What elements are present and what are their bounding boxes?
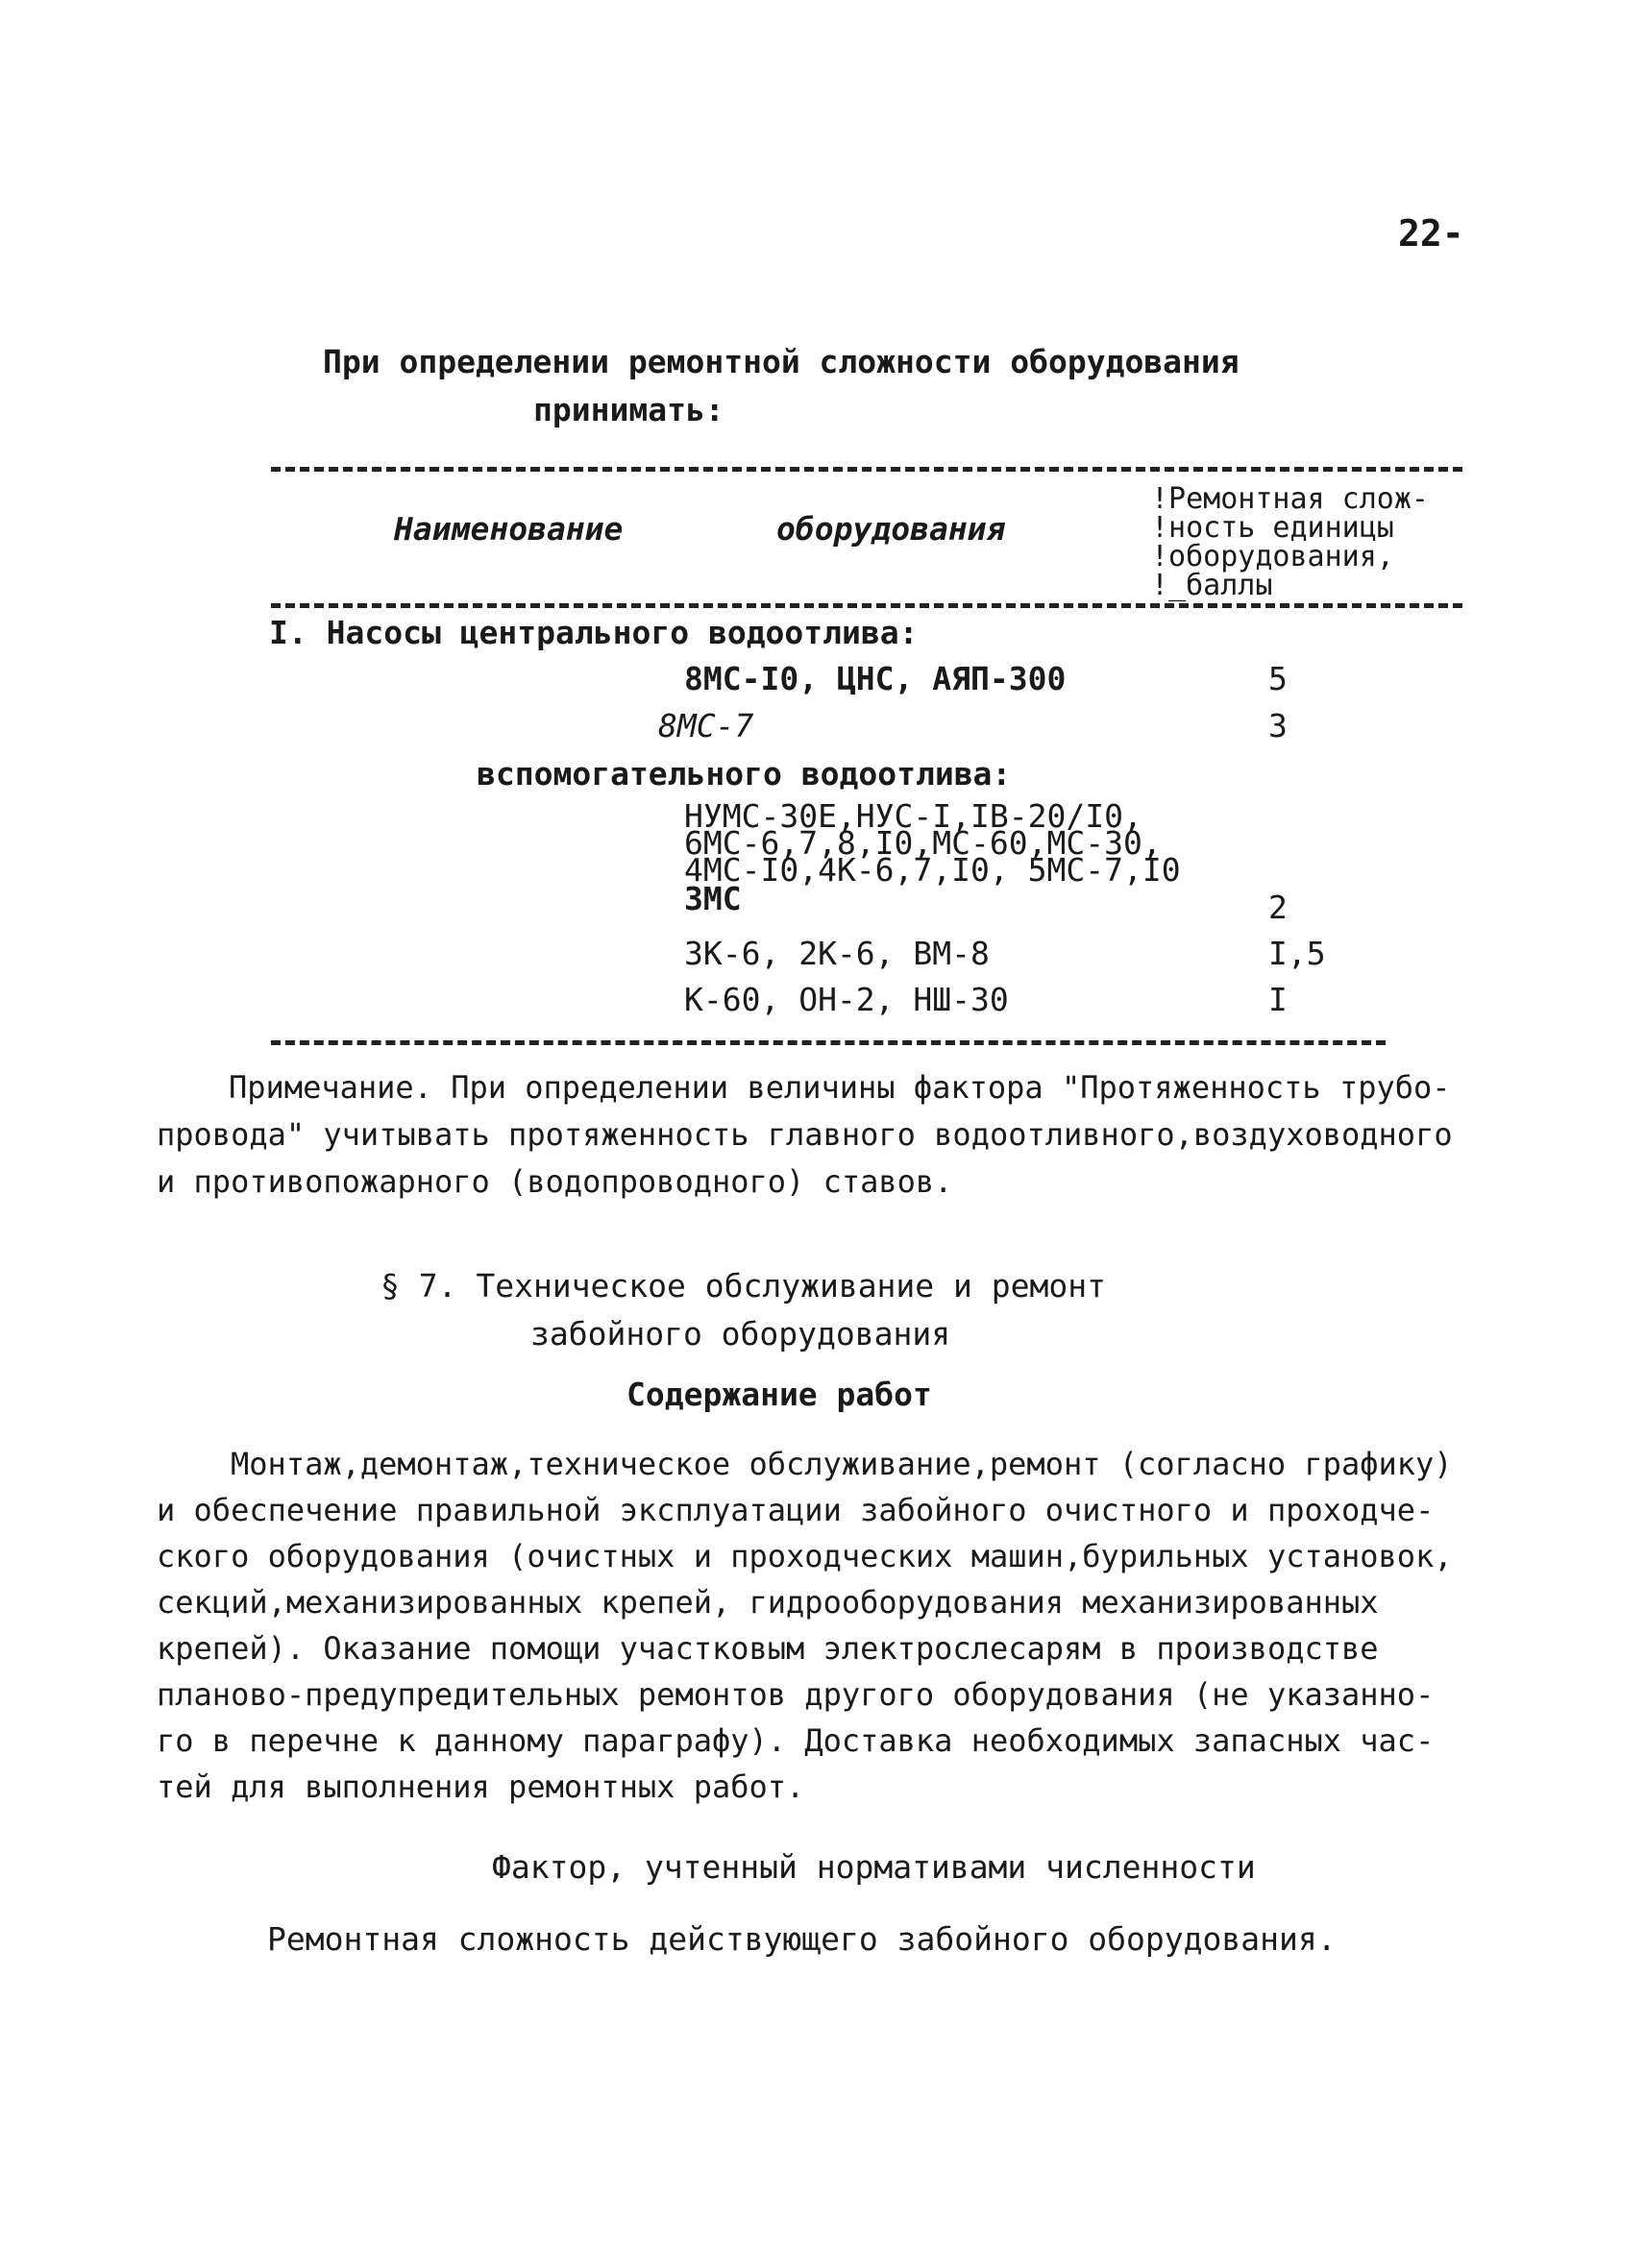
header-col-complexity-4: !_баллы bbox=[1151, 569, 1273, 602]
aux-group-value: 2 bbox=[1268, 889, 1288, 926]
table-header-rule bbox=[271, 603, 1462, 608]
aux-group-line-1: НУМС-30Е,НУС-I,IВ-20/I0, bbox=[684, 797, 1142, 835]
body-line-2: и обеспечение правильной эксплуатации забойного очистного и проходче- bbox=[157, 1492, 1435, 1528]
factor-heading: Фактор, учтенный нормативами численности bbox=[492, 1848, 1256, 1886]
aux-group-line-3: 4МС-I0,4К-6,7,I0, 5МС-7,I0 bbox=[684, 851, 1181, 889]
row-aux-1-name: 3К-6, 2К-6, ВМ-8 bbox=[684, 935, 990, 972]
note-line-1: Примечание. При определении величины фактора "Протяженность трубо- bbox=[229, 1069, 1451, 1106]
body-line-1: Монтаж,демонтаж,техническое обслуживание,ремонт (согласно графику) bbox=[231, 1446, 1453, 1482]
aux-group-line-2: 6МС-6,7,8,I0,МС-60,МС-30, bbox=[684, 824, 1162, 862]
table-bottom-rule bbox=[271, 1040, 1386, 1045]
row-aux-1-value: I,5 bbox=[1268, 935, 1326, 972]
body-line-5: крепей). Оказание помощи участковым электрослесарям в производстве bbox=[157, 1630, 1379, 1667]
section-pumps-aux: вспомогательного водоотлива: bbox=[477, 755, 1012, 793]
section7-title-2: забойного оборудования bbox=[530, 1315, 951, 1353]
factor-text: Ремонтная сложность действующего забойного оборудования. bbox=[267, 1920, 1337, 1958]
body-line-8: тей для выполнения ремонтных работ. bbox=[157, 1768, 805, 1805]
header-col-complexity-3: !оборудования, bbox=[1151, 540, 1394, 573]
section-pumps-central: I. Насосы центрального водоотлива: bbox=[269, 614, 919, 651]
row-aux-2-value: I bbox=[1268, 981, 1288, 1018]
section7-title-1: § 7. Техническое обслуживание и ремонт bbox=[381, 1267, 1106, 1305]
intro-line-2: принимать: bbox=[533, 391, 724, 428]
body-line-6: планово-предупредительных ремонтов другого оборудования (не указанно- bbox=[157, 1676, 1435, 1713]
page-number: 22- bbox=[1398, 212, 1464, 255]
row-central-1-name: 8МС-I0, ЦНС, АЯП-300 bbox=[684, 660, 1067, 697]
intro-line-1: При определении ремонтной сложности оборудования bbox=[323, 343, 1240, 380]
aux-group-line-4: 3МС bbox=[684, 880, 742, 917]
row-central-2-name: 8МС-7 bbox=[658, 707, 754, 744]
table-top-rule bbox=[271, 467, 1462, 472]
body-line-7: го в перечне к данному параграфу). Доставка необходимых запасных час- bbox=[157, 1722, 1435, 1759]
header-col-name-a: Наименование bbox=[394, 510, 624, 548]
body-line-3: ского оборудования (очистных и проходческих машин,бурильных установок, bbox=[157, 1538, 1453, 1574]
body-line-4: секций,механизированных крепей, гидрооборудования механизированных bbox=[157, 1584, 1379, 1621]
note-line-2: провода" учитывать протяженность главного водоотливного,воздуховодного bbox=[157, 1116, 1453, 1153]
header-col-complexity-1: !Ремонтная слож- bbox=[1151, 482, 1429, 516]
note-line-3: и противопожарного (водопроводного) ставов. bbox=[157, 1163, 953, 1200]
row-aux-2-name: К-60, ОН-2, НШ-30 bbox=[684, 981, 1009, 1018]
header-col-name-b: оборудования bbox=[776, 510, 1006, 548]
row-central-1-value: 5 bbox=[1268, 660, 1288, 697]
header-col-complexity-2: !ность единицы bbox=[1151, 511, 1394, 545]
section7-subtitle: Содержание работ bbox=[626, 1376, 932, 1413]
row-central-2-value: 3 bbox=[1268, 707, 1288, 744]
